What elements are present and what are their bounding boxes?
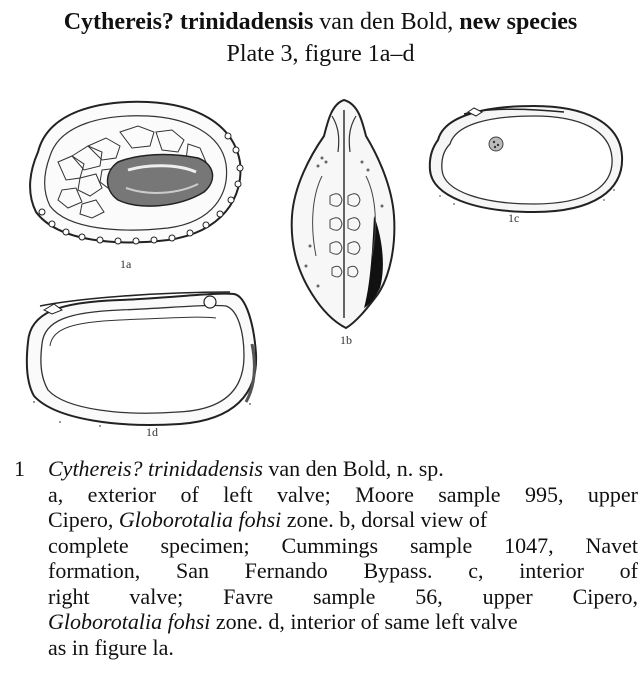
title-genus: Cythereis? trinidadensis (63, 9, 314, 35)
caption-l6a: Globorotalia fohsi (48, 609, 211, 634)
caption-line-species (48, 456, 638, 482)
figure-1b-dorsal-view (282, 96, 412, 332)
title-author: van den Bold, (319, 9, 454, 35)
figure-1a-label: 1a (120, 257, 132, 271)
caption-l2c: zone. b, dorsal view of (281, 507, 488, 532)
plate-title (0, 8, 641, 36)
caption-l6b: zone. d, interior of same left valve (210, 609, 518, 634)
caption-l2b: Globorotalia fohsi (118, 507, 282, 532)
caption-body (48, 456, 638, 660)
title-status: new species (459, 9, 578, 35)
caption-line-1: a, exterior of left valve; Moore sample 995, upper (48, 481, 638, 507)
caption-line-2 (48, 507, 638, 533)
caption-number: 1 (14, 456, 25, 481)
caption-line-5: right valve; Favre sample 56, upper Cipero, (48, 583, 638, 609)
figure-1c-interior-right-valve (424, 100, 624, 218)
figure-1d-interior-left-valve (20, 284, 260, 434)
caption-line-4: formation, San Fernando Bypass. c, interior of (48, 558, 638, 583)
figure-1d-label: 1d (146, 425, 158, 439)
figure-1c-label: 1c (508, 211, 520, 225)
figure-1a-exterior-left-valve (18, 92, 250, 252)
caption-line-6 (48, 609, 638, 635)
caption-line-3: complete specimen; Cummings sample 1047, Navet (48, 532, 638, 558)
figure-1b-label: 1b (340, 333, 352, 347)
caption-line-7: as in figure la. (48, 634, 174, 660)
caption-species-name: Cythereis? trinidadensis (48, 456, 263, 481)
caption-l2a: Cipero, (48, 507, 119, 532)
caption-species-rest: van den Bold, n. sp. (262, 456, 444, 481)
plate-subtitle: Plate 3, figure 1a–d (226, 41, 415, 67)
